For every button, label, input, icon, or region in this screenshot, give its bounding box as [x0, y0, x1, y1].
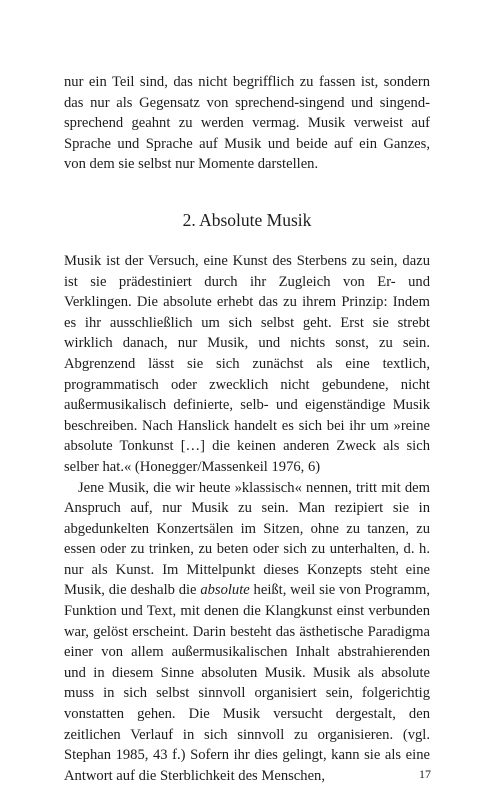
opening-paragraph: nur ein Teil sind, das nicht begrifflich zu fassen ist, sondern das nur als Gegensatz von sprechend-singend und singend-sprechend geahnt zu werden vermag. Musik verweist auf Sprache und Sprache auf Musik und beide auf ein Ganzes, von dem sie selbst nur Momente darstellen. [64, 74, 430, 173]
paragraph-2-text-start: Jene Musik, die wir heute »klassisch« nennen, tritt mit dem Anspruch auf, nur Musik zu sein. Man rezipiert sie in abgedunkelten Konzertsälen im Sitzen, ohne zu tanzen, zu essen oder zu trinken, zu beten oder sich zu unterhalten, d. h. nur als Kunst. Im Mittelpunkt dieses Konzepts steht eine Musik, die deshalb die [64, 479, 430, 599]
body-paragraph-2 [64, 478, 430, 787]
paragraph-2-text-end: heißt, weil sie von Programm, Funktion und Text, mit denen die Klangkunst einst verbunden war, gelöst erscheint. Darin besteht das ästhetische Paradigma einer von allem außermusikalischen Inhalt abstrahierenden und in diesem Sinne absoluten Musik. Musik als absolute muss in sich selbst sinnvoll organisiert sein, folgerichtig vonstatten gehen. Die Musik versucht dergestalt, den zeitlichen Verlauf in sich sinnvoll zu organisieren. (vgl. Stephan 1985, 43 f.) Sofern ihr dies gelingt, kann sie als eine Antwort auf die Sterblichkeit des Menschen, [64, 582, 430, 784]
body-paragraph-1: Musik ist der Versuch, eine Kunst des Sterbens zu sein, dazu ist sie prädestiniert durch ihr Zugleich von Er- und Verklingen. Die absolute erhebt das zu ihrem Prinzip: Indem es ihr ausschließlich um sich selbst geht. Erst sie strebt wirklich danach, nur Musik, und nichts sonst, zu sein. Abgrenzend lässt sie sich zunächst als eine textlich, programmatisch oder zwecklich nicht gebundene, nicht außermusikalisch definierte, selb- und eigenständige Musik beschreiben. Nach Hanslick handelt es sich bei ihr um »reine absolute Tonkunst […] die keinen anderen Zweck als sich selber hat.« (Honegger/Massenkeil 1976, 6) [64, 252, 430, 475]
section-heading: 2. Absolute Musik [182, 209, 312, 230]
italic-term-absolute: absolute [200, 582, 250, 599]
page-number: 17 [419, 767, 431, 781]
book-page-body [64, 72, 430, 786]
